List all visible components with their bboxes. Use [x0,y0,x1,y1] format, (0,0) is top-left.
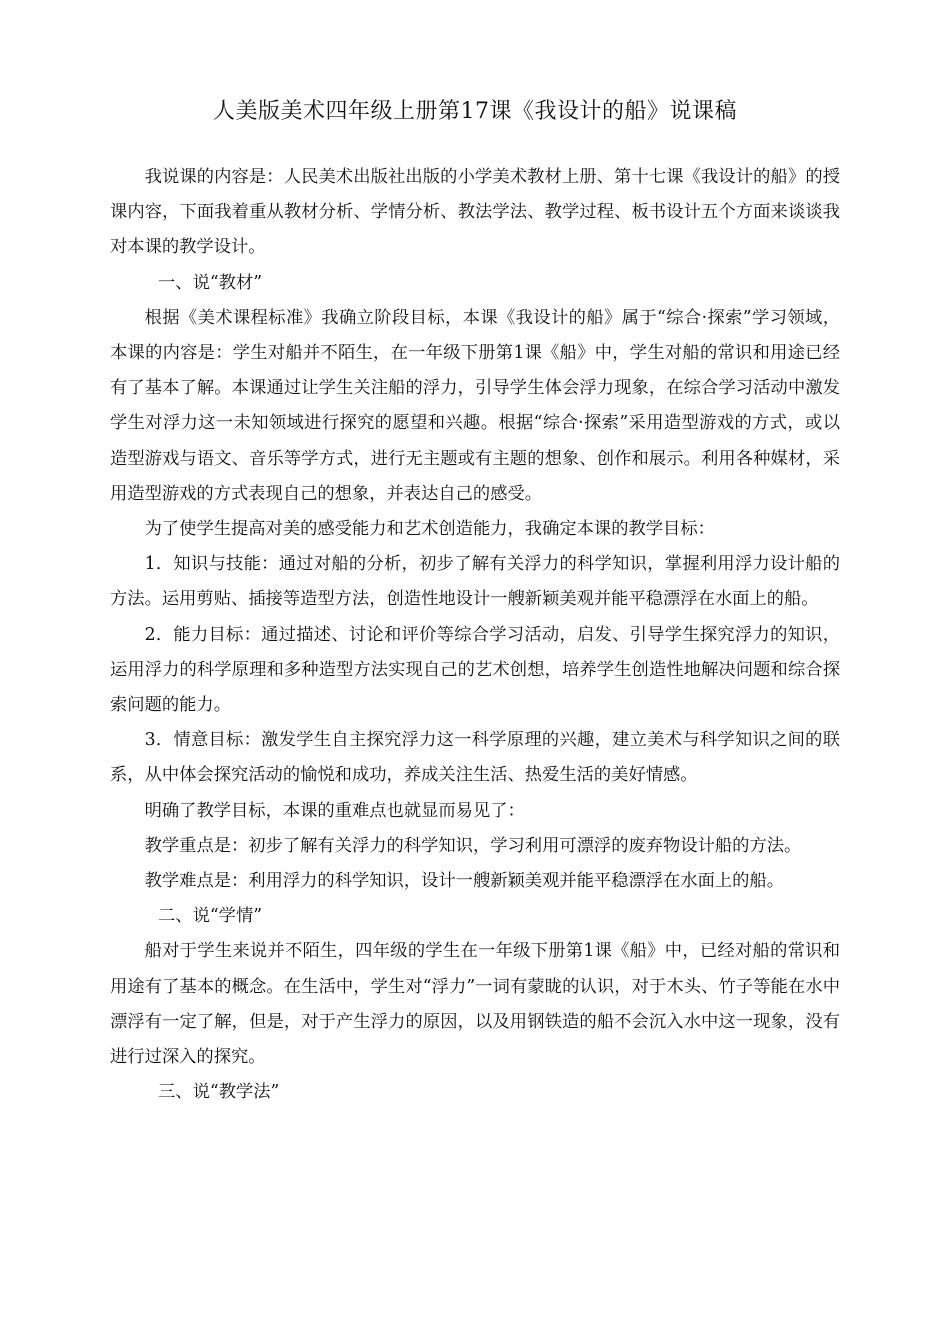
section-heading-textbook: 一、说“教材” [158,272,263,293]
teaching-key-paragraph: 教学重点是：初步了解有关浮力的科学知识，学习利用可漂浮的废弃物设计船的方法。 [144,835,802,856]
goal-ability-paragraph: 2．能力目标：通过描述、讨论和评价等综合学习活动，启发、引导学生探究浮力的知识，运用浮力的科学原理和多种造型方法实现自己的艺术创想，培养学生创造性地解决问题和综合探索问题的能力。 [110,624,840,716]
goals-intro-paragraph: 为了使学生提高对美的感受能力和艺术创造能力，我确定本课的教学目标： [144,519,715,540]
key-points-intro-paragraph: 明确了教学目标，本课的重难点也就显而易见了： [144,800,525,821]
document-title: 人美版美术四年级上册第17课《我设计的船》说课稿 [213,99,737,124]
students-paragraph: 船对于学生来说并不陌生，四年级的学生在一年级下册第1课《船》中，已经对船的常识和用途有了基本的概念。在生活中，学生对“浮力”一词有蒙眬的认识，对于木头、竹子等能在水中漂浮有一定了解，但是，对于产生浮力的原因，以及用钢铁造的船不会沉入水中这一现象，没有进行过深入的探究。 [110,941,840,1068]
intro-paragraph: 我说课的内容是：人民美术出版社出版的小学美术教材上册、第十七课《我设计的船》的授课内容，下面我着重从教材分析、学情分析、教法学法、教学过程、板书设计五个方面来谈谈我对本课的教学设计。 [110,167,840,258]
teaching-difficulty-paragraph: 教学难点是：利用浮力的科学知识，设计一艘新颖美观并能平稳漂浮在水面上的船。 [144,871,785,892]
goal-emotion-paragraph: 3．情意目标：激发学生自主探究浮力这一科学原理的兴趣，建立美术与科学知识之间的联系，从中体会探究活动的愉悦和成功，养成关注生活、热爱生活的美好情感。 [110,730,840,786]
goal-knowledge-paragraph: 1．知识与技能：通过对船的分析，初步了解有关浮力的科学知识，掌握利用浮力设计船的方法。运用剪贴、插接等造型方法，创造性地设计一艘新颖美观并能平稳漂浮在水面上的船。 [110,554,840,610]
textbook-paragraph: 根据《美术课程标准》我确立阶段目标，本课《我设计的船》属于“综合·探索”学习领域，本课的内容是：学生对船并不陌生，在一年级下册第1课《船》中，学生对船的常识和用途已经有了基本了解。本课通过让学生关注船的浮力，引导学生体会浮力现象，在综合学习活动中激发学生对浮力这一未知领域进行探究的愿望和兴趣。根据“综合·探索”采用造型游戏的方式，或以造型游戏与语文、音乐等学方式，进行无主题或有主题的想象、创作和展示。利用各种媒材，采用造型游戏的方式表现自己的想象，并表达自己的感受。 [110,307,840,504]
section-heading-methods: 三、说“教学法” [158,1082,280,1103]
section-heading-students: 二、说“学情” [158,906,263,927]
